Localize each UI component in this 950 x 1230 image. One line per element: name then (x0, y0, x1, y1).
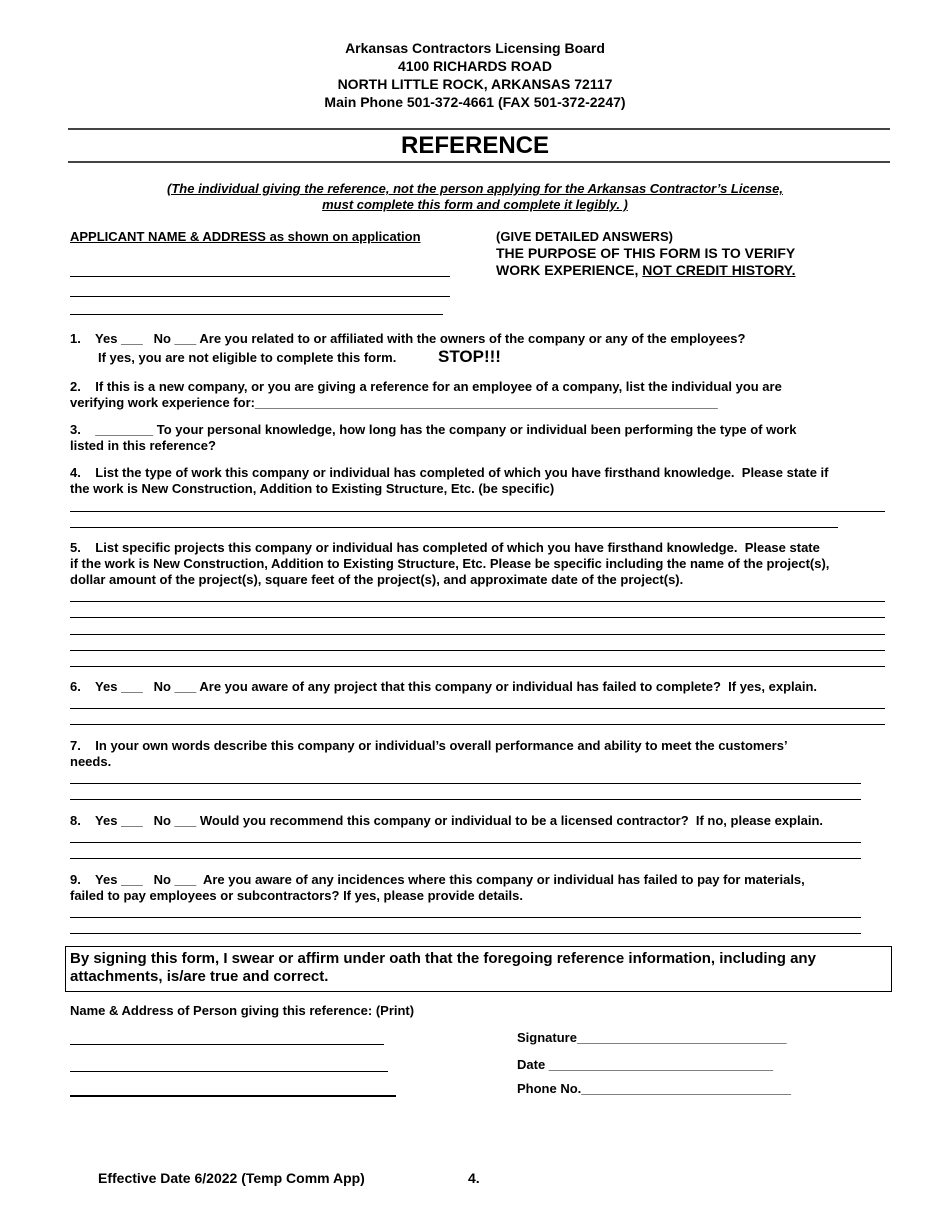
answer-7-line-2[interactable] (70, 799, 861, 800)
question-1-line2: If yes, you are not eligible to complete this form. (98, 350, 397, 365)
question-5-line3: dollar amount of the project(s), square feet of the project(s), and approximate date of the project(s). (70, 572, 684, 587)
question-9-line2: failed to pay employees or subcontractors? If yes, please provide details. (70, 888, 523, 903)
applicant-label: APPLICANT NAME & ADDRESS as shown on application (70, 229, 421, 244)
question-5-line2: if the work is New Construction, Addition to Existing Structure, Etc. Please be specific including the name of the project(s), (70, 556, 830, 571)
referee-label: Name & Address of Person giving this reference: (Print) (70, 1003, 415, 1018)
title-top-rule (68, 128, 890, 130)
question-3-line1: 3. ________ To your personal knowledge, how long has the company or individual been performing the type of work (70, 422, 797, 437)
org-phone: Main Phone 501-372-4661 (FAX 501-372-2247) (324, 94, 626, 110)
title-bottom-rule (68, 161, 890, 163)
question-8-line1: 8. Yes ___ No ___ Would you recommend this company or individual to be a licensed contractor? If no, please explain. (70, 813, 824, 828)
org-address-line2: NORTH LITTLE ROCK, ARKANSAS 72117 (337, 76, 613, 92)
question-7-line1: 7. In your own words describe this company or individual’s overall performance and ability to meet the customers’ (70, 738, 788, 753)
stop-warning: STOP!!! (438, 347, 501, 366)
answer-4-line-2[interactable] (70, 527, 838, 528)
oath-box (65, 946, 892, 992)
purpose-line2 (496, 262, 795, 278)
signature-field[interactable]: Signature_____________________________ (517, 1030, 787, 1045)
answer-9-line-2[interactable] (70, 933, 861, 934)
answer-8-line-1[interactable] (70, 842, 861, 843)
purpose-line2-prefix: WORK EXPERIENCE, (496, 262, 643, 278)
referee-line-1[interactable] (70, 1044, 384, 1045)
question-4-line2: the work is New Construction, Addition to Existing Structure, Etc. (be specific) (70, 481, 555, 496)
answer-5-line-5[interactable] (70, 666, 885, 667)
question-7-line2: needs. (70, 754, 112, 769)
question-5-line1: 5. List specific projects this company or individual has completed of which you have firsthand knowledge. Please state (70, 540, 820, 555)
page-number: 4. (468, 1170, 480, 1186)
answer-4-line-1[interactable] (70, 511, 885, 512)
question-6-line1: 6. Yes ___ No ___ Are you aware of any project that this company or individual has failed to complete? If yes, explain. (70, 679, 818, 694)
purpose-line2-emphasis: NOT CREDIT HISTORY. (642, 262, 796, 278)
applicant-line-3[interactable] (70, 314, 443, 315)
answer-9-line-1[interactable] (70, 917, 861, 918)
applicant-line-2[interactable] (70, 296, 450, 297)
answer-6-line-2[interactable] (70, 724, 885, 725)
date-field[interactable]: Date _______________________________ (517, 1057, 773, 1072)
question-9-line1: 9. Yes ___ No ___ Are you aware of any incidences where this company or individual has failed to pay for materials, (70, 872, 805, 887)
answer-5-line-4[interactable] (70, 650, 885, 651)
org-address-line1: 4100 RICHARDS ROAD (397, 58, 553, 74)
answer-7-line-1[interactable] (70, 783, 861, 784)
effective-date: Effective Date 6/2022 (Temp Comm App) (98, 1170, 365, 1186)
question-3-line2: listed in this reference? (70, 438, 216, 453)
page-title: REFERENCE (400, 132, 550, 159)
instruction-line1: (The individual giving the reference, not the person applying for the Arkansas Contractor’s License, (167, 181, 783, 196)
referee-line-2[interactable] (70, 1071, 388, 1072)
org-name: Arkansas Contractors Licensing Board (345, 40, 605, 56)
oath-statement: By signing this form, I swear or affirm under oath that the foregoing reference information, including any attachments, is/are true and correct. (70, 950, 816, 985)
referee-line-3[interactable] (70, 1095, 396, 1097)
detailed-answers-note: (GIVE DETAILED ANSWERS) (496, 229, 673, 244)
answer-8-line-2[interactable] (70, 858, 861, 859)
question-4-line1: 4. List the type of work this company or individual has completed of which you have firsthand knowledge. Please state if (70, 465, 829, 480)
applicant-line-1[interactable] (70, 276, 450, 277)
phone-field[interactable]: Phone No._____________________________ (517, 1081, 791, 1096)
purpose-line1: THE PURPOSE OF THIS FORM IS TO VERIFY (496, 245, 796, 261)
answer-6-line-1[interactable] (70, 708, 885, 709)
question-2-line1: 2. If this is a new company, or you are giving a reference for an employee of a company, list the individual you are (70, 379, 782, 394)
answer-5-line-1[interactable] (70, 601, 885, 602)
instruction-line2: must complete this form and complete it legibly. ) (322, 197, 628, 212)
answer-5-line-3[interactable] (70, 634, 885, 635)
answer-5-line-2[interactable] (70, 617, 885, 618)
question-1-line1: 1. Yes ___ No ___ Are you related to or affiliated with the owners of the company or any of the employees? (70, 331, 746, 346)
question-2-line2: verifying work experience for:________________________________________________________________ (70, 395, 718, 410)
